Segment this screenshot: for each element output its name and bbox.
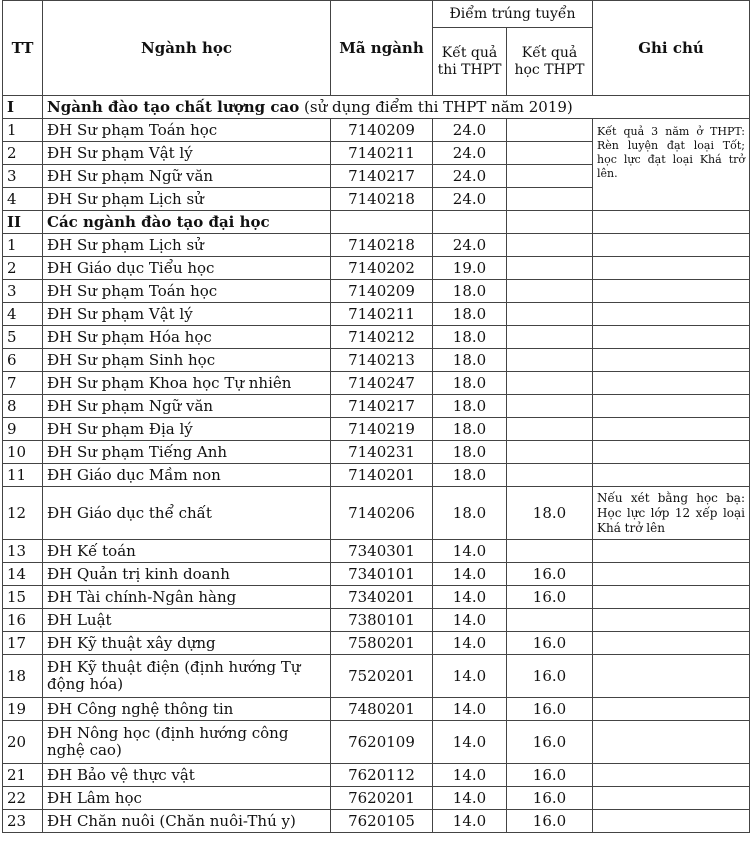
section-number: I bbox=[3, 96, 43, 119]
row-major-name: ĐH Nông học (định hướng công nghệ cao) bbox=[43, 721, 331, 764]
table-row bbox=[3, 810, 750, 833]
row-transcript-score bbox=[507, 540, 593, 563]
table-row bbox=[3, 119, 750, 142]
empty-cell bbox=[433, 211, 507, 234]
row-major-name: ĐH Kế toán bbox=[43, 540, 331, 563]
row-major-name: ĐH Giáo dục Tiểu học bbox=[43, 257, 331, 280]
row-transcript-score bbox=[507, 326, 593, 349]
empty-cell bbox=[593, 211, 750, 234]
row-transcript-score: 16.0 bbox=[507, 764, 593, 787]
table-row bbox=[3, 632, 750, 655]
row-number: 4 bbox=[3, 303, 43, 326]
row-transcript-score: 16.0 bbox=[507, 586, 593, 609]
row-exam-score: 18.0 bbox=[433, 441, 507, 464]
header-note: Ghi chú bbox=[593, 1, 750, 96]
row-note-empty bbox=[593, 655, 750, 698]
row-transcript-score bbox=[507, 142, 593, 165]
row-number: 4 bbox=[3, 188, 43, 211]
row-note-empty bbox=[593, 632, 750, 655]
empty-cell bbox=[331, 211, 433, 234]
empty-cell bbox=[507, 211, 593, 234]
row-number: 7 bbox=[3, 372, 43, 395]
row-number: 1 bbox=[3, 119, 43, 142]
row-note-empty bbox=[593, 787, 750, 810]
table-row bbox=[3, 395, 750, 418]
row-major-code: 7620112 bbox=[331, 764, 433, 787]
row-transcript-score bbox=[507, 234, 593, 257]
row-number: 2 bbox=[3, 257, 43, 280]
row-transcript-score bbox=[507, 609, 593, 632]
row-transcript-score: 16.0 bbox=[507, 563, 593, 586]
table-row bbox=[3, 764, 750, 787]
row-number: 23 bbox=[3, 810, 43, 833]
section-number: II bbox=[3, 211, 43, 234]
row-major-name: ĐH Sư phạm Sinh học bbox=[43, 349, 331, 372]
header-transcript-result: Kết quả học THPT bbox=[507, 28, 593, 96]
row-major-code: 7140202 bbox=[331, 257, 433, 280]
row-note-empty bbox=[593, 764, 750, 787]
row-note-empty bbox=[593, 441, 750, 464]
row-exam-score: 14.0 bbox=[433, 563, 507, 586]
row-exam-score: 14.0 bbox=[433, 632, 507, 655]
row-transcript-score: 16.0 bbox=[507, 721, 593, 764]
table-row bbox=[3, 441, 750, 464]
row-major-code: 7140209 bbox=[331, 119, 433, 142]
row-number: 20 bbox=[3, 721, 43, 764]
row-major-name: ĐH Sư phạm Lịch sử bbox=[43, 234, 331, 257]
row-major-code: 7140209 bbox=[331, 280, 433, 303]
table-row bbox=[3, 563, 750, 586]
row-major-name: ĐH Kỹ thuật xây dựng bbox=[43, 632, 331, 655]
row-number: 8 bbox=[3, 395, 43, 418]
row-exam-score: 14.0 bbox=[433, 540, 507, 563]
row-note: Kết quả 3 năm ở THPT: Rèn luyện đạt loại Tốt; học lực đạt loại Khá trở lên. bbox=[593, 119, 750, 211]
table-row bbox=[3, 655, 750, 698]
row-note-empty bbox=[593, 721, 750, 764]
row-transcript-score: 16.0 bbox=[507, 698, 593, 721]
section-row bbox=[3, 96, 750, 119]
row-major-code: 7340101 bbox=[331, 563, 433, 586]
row-major-code: 7340201 bbox=[331, 586, 433, 609]
row-major-name: ĐH Chăn nuôi (Chăn nuôi-Thú y) bbox=[43, 810, 331, 833]
row-transcript-score bbox=[507, 280, 593, 303]
row-major-code: 7580201 bbox=[331, 632, 433, 655]
row-number: 6 bbox=[3, 349, 43, 372]
row-transcript-score: 16.0 bbox=[507, 632, 593, 655]
row-note-empty bbox=[593, 540, 750, 563]
row-major-code: 7140247 bbox=[331, 372, 433, 395]
row-note-empty bbox=[593, 586, 750, 609]
row-transcript-score bbox=[507, 165, 593, 188]
row-major-code: 7140218 bbox=[331, 188, 433, 211]
row-major-name: ĐH Sư phạm Ngữ văn bbox=[43, 395, 331, 418]
row-note: Nếu xét bằng học bạ: Học lực lớp 12 xếp loại Khá trở lên bbox=[593, 487, 750, 540]
row-note-empty bbox=[593, 464, 750, 487]
row-exam-score: 14.0 bbox=[433, 609, 507, 632]
row-transcript-score bbox=[507, 441, 593, 464]
row-exam-score: 24.0 bbox=[433, 119, 507, 142]
row-note-empty bbox=[593, 280, 750, 303]
table-row bbox=[3, 418, 750, 441]
row-major-name: ĐH Quản trị kinh doanh bbox=[43, 563, 331, 586]
row-major-name: ĐH Sư phạm Hóa học bbox=[43, 326, 331, 349]
row-transcript-score: 16.0 bbox=[507, 655, 593, 698]
section-title: Các ngành đào tạo đại học bbox=[43, 211, 331, 234]
section-row bbox=[3, 211, 750, 234]
row-exam-score: 24.0 bbox=[433, 188, 507, 211]
row-major-code: 7140219 bbox=[331, 418, 433, 441]
row-exam-score: 24.0 bbox=[433, 142, 507, 165]
row-number: 21 bbox=[3, 764, 43, 787]
row-major-name: ĐH Sư phạm Toán học bbox=[43, 119, 331, 142]
table-row bbox=[3, 303, 750, 326]
row-exam-score: 18.0 bbox=[433, 326, 507, 349]
row-note-empty bbox=[593, 326, 750, 349]
row-major-code: 7140217 bbox=[331, 395, 433, 418]
section-title bbox=[43, 96, 750, 119]
section-title-bold: Ngành đào tạo chất lượng cao bbox=[47, 97, 300, 116]
row-transcript-score bbox=[507, 395, 593, 418]
row-major-name: ĐH Sư phạm Toán học bbox=[43, 280, 331, 303]
row-number: 11 bbox=[3, 464, 43, 487]
row-number: 18 bbox=[3, 655, 43, 698]
row-number: 22 bbox=[3, 787, 43, 810]
row-transcript-score bbox=[507, 257, 593, 280]
row-exam-score: 14.0 bbox=[433, 721, 507, 764]
row-note-empty bbox=[593, 349, 750, 372]
row-major-name: ĐH Kỹ thuật điện (định hướng Tự động hóa) bbox=[43, 655, 331, 698]
row-major-name: ĐH Sư phạm Lịch sử bbox=[43, 188, 331, 211]
table-row bbox=[3, 721, 750, 764]
row-note-empty bbox=[593, 303, 750, 326]
row-major-code: 7340301 bbox=[331, 540, 433, 563]
row-transcript-score: 16.0 bbox=[507, 787, 593, 810]
row-major-name: ĐH Giáo dục thể chất bbox=[43, 487, 331, 540]
row-number: 15 bbox=[3, 586, 43, 609]
header-exam-result: Kết quả thi THPT bbox=[433, 28, 507, 96]
row-transcript-score: 16.0 bbox=[507, 810, 593, 833]
row-major-name: ĐH Sư phạm Tiếng Anh bbox=[43, 441, 331, 464]
row-note-empty bbox=[593, 372, 750, 395]
header-major: Ngành học bbox=[43, 1, 331, 96]
table-row bbox=[3, 234, 750, 257]
row-major-name: ĐH Tài chính-Ngân hàng bbox=[43, 586, 331, 609]
row-number: 14 bbox=[3, 563, 43, 586]
row-transcript-score bbox=[507, 303, 593, 326]
row-transcript-score bbox=[507, 464, 593, 487]
row-major-code: 7480201 bbox=[331, 698, 433, 721]
header-score: Điểm trúng tuyển bbox=[433, 1, 593, 28]
row-number: 10 bbox=[3, 441, 43, 464]
row-exam-score: 18.0 bbox=[433, 280, 507, 303]
table-row bbox=[3, 787, 750, 810]
row-major-name: ĐH Bảo vệ thực vật bbox=[43, 764, 331, 787]
admission-score-table bbox=[2, 0, 750, 833]
table-row bbox=[3, 326, 750, 349]
row-major-code: 7140206 bbox=[331, 487, 433, 540]
row-exam-score: 18.0 bbox=[433, 349, 507, 372]
row-number: 19 bbox=[3, 698, 43, 721]
table-row bbox=[3, 540, 750, 563]
table-row bbox=[3, 257, 750, 280]
row-transcript-score bbox=[507, 119, 593, 142]
row-number: 12 bbox=[3, 487, 43, 540]
row-major-code: 7140231 bbox=[331, 441, 433, 464]
row-exam-score: 24.0 bbox=[433, 165, 507, 188]
row-number: 1 bbox=[3, 234, 43, 257]
row-exam-score: 18.0 bbox=[433, 487, 507, 540]
row-exam-score: 18.0 bbox=[433, 372, 507, 395]
row-major-code: 7140213 bbox=[331, 349, 433, 372]
row-major-name: ĐH Lâm học bbox=[43, 787, 331, 810]
row-exam-score: 18.0 bbox=[433, 395, 507, 418]
row-number: 16 bbox=[3, 609, 43, 632]
row-exam-score: 18.0 bbox=[433, 418, 507, 441]
row-transcript-score bbox=[507, 349, 593, 372]
row-note-empty bbox=[593, 418, 750, 441]
row-exam-score: 14.0 bbox=[433, 764, 507, 787]
row-transcript-score bbox=[507, 372, 593, 395]
row-exam-score: 14.0 bbox=[433, 787, 507, 810]
row-major-code: 7620109 bbox=[331, 721, 433, 764]
row-major-name: ĐH Sư phạm Khoa học Tự nhiên bbox=[43, 372, 331, 395]
row-number: 2 bbox=[3, 142, 43, 165]
row-note-empty bbox=[593, 234, 750, 257]
row-major-code: 7140218 bbox=[331, 234, 433, 257]
row-exam-score: 14.0 bbox=[433, 698, 507, 721]
header-code: Mã ngành bbox=[331, 1, 433, 96]
row-major-code: 7140201 bbox=[331, 464, 433, 487]
row-note-empty bbox=[593, 810, 750, 833]
row-major-name: ĐH Giáo dục Mầm non bbox=[43, 464, 331, 487]
row-major-code: 7140211 bbox=[331, 142, 433, 165]
table-row bbox=[3, 464, 750, 487]
table-row bbox=[3, 372, 750, 395]
row-number: 3 bbox=[3, 165, 43, 188]
row-major-name: ĐH Luật bbox=[43, 609, 331, 632]
row-note-empty bbox=[593, 563, 750, 586]
table-row bbox=[3, 698, 750, 721]
row-major-code: 7140212 bbox=[331, 326, 433, 349]
row-exam-score: 18.0 bbox=[433, 303, 507, 326]
row-number: 13 bbox=[3, 540, 43, 563]
row-exam-score: 19.0 bbox=[433, 257, 507, 280]
table-row bbox=[3, 586, 750, 609]
header-tt: TT bbox=[3, 1, 43, 96]
table-row bbox=[3, 280, 750, 303]
row-number: 17 bbox=[3, 632, 43, 655]
table-body bbox=[3, 96, 750, 833]
row-major-name: ĐH Sư phạm Vật lý bbox=[43, 142, 331, 165]
row-exam-score: 14.0 bbox=[433, 586, 507, 609]
row-major-code: 7620105 bbox=[331, 810, 433, 833]
table-row bbox=[3, 349, 750, 372]
row-major-code: 7620201 bbox=[331, 787, 433, 810]
row-major-name: ĐH Công nghệ thông tin bbox=[43, 698, 331, 721]
row-number: 3 bbox=[3, 280, 43, 303]
row-note-empty bbox=[593, 257, 750, 280]
row-exam-score: 14.0 bbox=[433, 810, 507, 833]
row-transcript-score bbox=[507, 188, 593, 211]
row-major-code: 7140217 bbox=[331, 165, 433, 188]
row-note-empty bbox=[593, 609, 750, 632]
section-title-rest: (sử dụng điểm thi THPT năm 2019) bbox=[299, 97, 573, 116]
row-major-code: 7520201 bbox=[331, 655, 433, 698]
row-note-empty bbox=[593, 698, 750, 721]
row-exam-score: 14.0 bbox=[433, 655, 507, 698]
row-major-name: ĐH Sư phạm Vật lý bbox=[43, 303, 331, 326]
row-major-code: 7140211 bbox=[331, 303, 433, 326]
row-exam-score: 24.0 bbox=[433, 234, 507, 257]
row-exam-score: 18.0 bbox=[433, 464, 507, 487]
row-major-name: ĐH Sư phạm Địa lý bbox=[43, 418, 331, 441]
table-row bbox=[3, 609, 750, 632]
row-major-code: 7380101 bbox=[331, 609, 433, 632]
row-note-empty bbox=[593, 395, 750, 418]
row-number: 9 bbox=[3, 418, 43, 441]
row-transcript-score bbox=[507, 418, 593, 441]
row-number: 5 bbox=[3, 326, 43, 349]
table-row bbox=[3, 487, 750, 540]
row-major-name: ĐH Sư phạm Ngữ văn bbox=[43, 165, 331, 188]
row-transcript-score: 18.0 bbox=[507, 487, 593, 540]
